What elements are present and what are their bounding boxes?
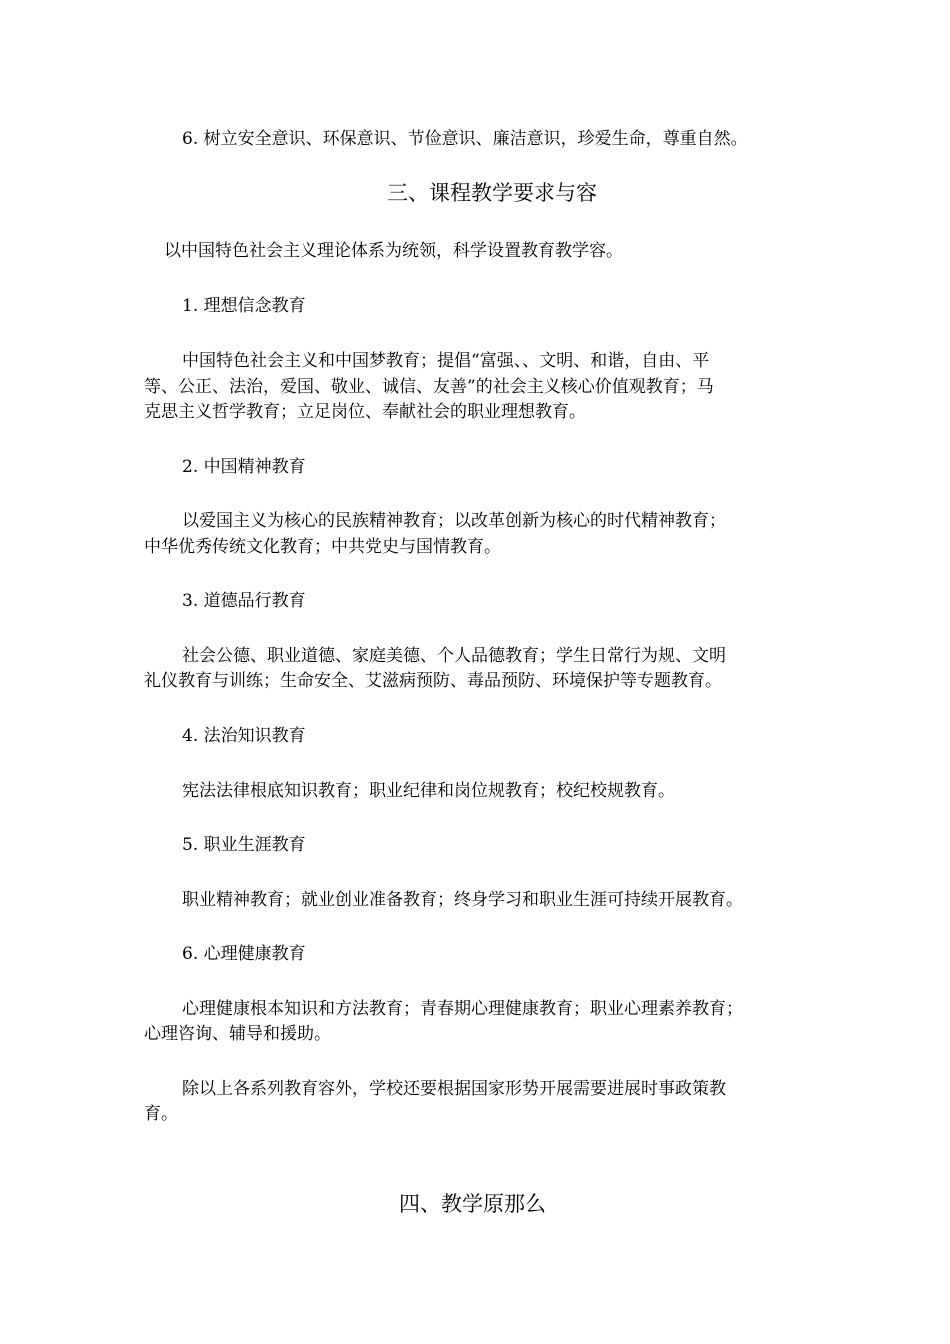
item-heading: 4. 法治知识教育 <box>182 726 306 746</box>
item-text-line: 职业精神教育；就业创业准备教育；终身学习和职业生涯可持续开展教育。 <box>182 890 743 910</box>
item-heading: 1. 理想信念教育 <box>182 296 306 316</box>
item-heading: 5. 职业生涯教育 <box>182 835 306 855</box>
closing-text-line: 育。 <box>144 1104 178 1124</box>
item-text-line: 宪法法律根底知识教育；职业纪律和岗位规教育；校纪校规教育。 <box>182 781 675 801</box>
item-heading: 2. 中国精神教育 <box>182 457 306 477</box>
item-text-line: 心理健康根本知识和方法教育；青春期心理健康教育；职业心理素养教育； <box>182 999 743 1019</box>
section3-title: 三、课程教学要求与容 <box>387 181 597 205</box>
item-heading: 3. 道德品行教育 <box>182 591 306 611</box>
item-text-line: 心理咨询、辅导和援助。 <box>144 1024 331 1044</box>
item-text-line: 礼仪教育与训练；生命安全、艾滋病预防、毒品预防、环境保护等专题教育。 <box>144 671 722 691</box>
section4-title: 四、教学原那么 <box>399 1192 546 1216</box>
item-text-line: 克思主义哲学教育；立足岗位、奉献社会的职业理想教育。 <box>144 402 586 422</box>
section3-intro: 以中国特色社会主义理论体系为统领，科学设置教育教学容。 <box>164 241 623 261</box>
intro-item: 6. 树立安全意识、环保意识、节俭意识、廉洁意识，珍爱生命，尊重自然。 <box>182 129 748 149</box>
item-text-line: 中国特色社会主义和中国梦教育；提倡“富强、、文明、和谐，自由、平 <box>182 351 710 371</box>
closing-text-line: 除以上各系列教育容外，学校还要根据国家形势开展需要进展时事政策教 <box>182 1079 726 1099</box>
item-text-line: 以爱国主义为核心的民族精神教育；以改革创新为核心的时代精神教育； <box>182 511 726 531</box>
item-text-line: 中华优秀传统文化教育；中共党史与国情教育。 <box>144 537 501 557</box>
item-text-line: 等、公正、法治，爱国、敬业、诚信、友善”的社会主义核心价值观教育；马 <box>144 377 714 397</box>
item-heading: 6. 心理健康教育 <box>182 944 306 964</box>
item-text-line: 社会公德、职业道德、家庭美德、个人品德教育；学生日常行为规、文明 <box>182 646 726 666</box>
